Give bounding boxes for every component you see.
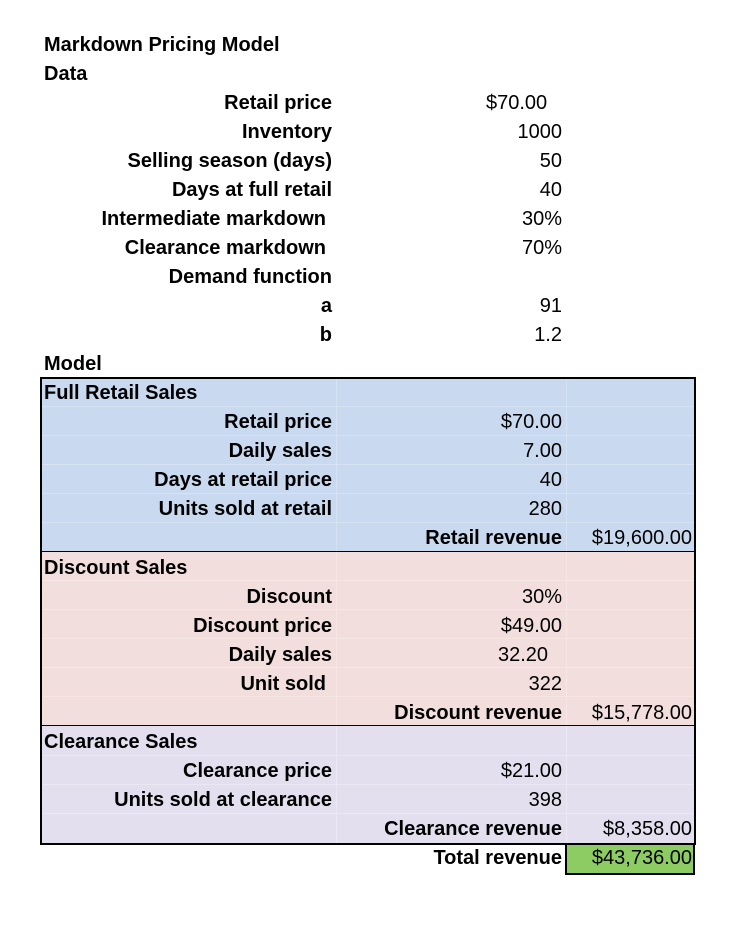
data-retail-price-value: $70.00 (486, 92, 548, 114)
data-season-label: Selling season (days) (127, 150, 332, 172)
clearance-price-label: Clearance price (183, 760, 332, 782)
discount-daily-sales-value: 32.20 (498, 644, 549, 666)
data-intermediate-markdown-value: 30% (521, 208, 562, 230)
clearance-units-label: Units sold at clearance (114, 789, 332, 811)
discount-revenue-label: Discount revenue (394, 702, 562, 724)
data-season-value: 50 (539, 150, 562, 172)
discount-price-value: $49.00 (500, 615, 562, 637)
full-retail-price-label: Retail price (224, 411, 332, 433)
full-retail-daily-sales-value: 7.00 (523, 440, 562, 462)
retail-revenue-label: Retail revenue (425, 527, 562, 549)
data-heading: Data (44, 63, 88, 85)
clearance-revenue-label: Clearance revenue (384, 818, 562, 840)
data-a-value: 91 (539, 295, 562, 317)
data-a-label: a (320, 295, 332, 317)
clearance-price-value: $21.00 (500, 760, 562, 782)
data-b-label: b (319, 324, 332, 346)
clearance-units-value: 398 (528, 789, 562, 811)
data-inventory-label: Inventory (241, 121, 332, 143)
data-clearance-markdown-value: 70% (521, 237, 562, 259)
total-revenue-value: $43,736.00 (591, 847, 692, 869)
total-revenue-label: Total revenue (433, 847, 562, 869)
discount-units-label: Unit sold (240, 673, 326, 695)
full-retail-daily-sales-label: Daily sales (228, 440, 332, 462)
model-title: Markdown Pricing Model (44, 34, 280, 56)
discount-label: Discount (246, 586, 332, 608)
discount-heading: Discount Sales (44, 557, 188, 579)
full-retail-days-label: Days at retail price (154, 469, 332, 491)
clearance-heading: Clearance Sales (44, 731, 198, 753)
data-b-value: 1.2 (534, 324, 562, 346)
data-retail-price-label: Retail price (224, 92, 332, 114)
retail-revenue-value: $19,600.00 (591, 527, 692, 549)
full-retail-days-value: 40 (539, 469, 562, 491)
clearance-revenue-value: $8,358.00 (603, 818, 692, 840)
full-retail-heading: Full Retail Sales (44, 382, 198, 404)
full-retail-units-value: 280 (528, 498, 562, 520)
model-heading: Model (44, 353, 102, 375)
data-clearance-markdown-label: Clearance markdown (124, 237, 326, 259)
data-intermediate-markdown-label: Intermediate markdown (101, 208, 326, 230)
full-retail-price-value: $70.00 (500, 411, 562, 433)
discount-daily-sales-label: Daily sales (228, 644, 332, 666)
data-full-days-value: 40 (539, 179, 562, 201)
data-full-days-label: Days at full retail (171, 179, 332, 201)
discount-units-value: 322 (528, 673, 562, 695)
discount-price-label: Discount price (193, 615, 332, 637)
discount-revenue-value: $15,778.00 (591, 702, 692, 724)
data-inventory-value: 1000 (517, 121, 562, 143)
full-retail-units-label: Units sold at retail (158, 498, 332, 520)
data-demand-function-label: Demand function (168, 266, 332, 288)
discount-value: 30% (521, 586, 562, 608)
